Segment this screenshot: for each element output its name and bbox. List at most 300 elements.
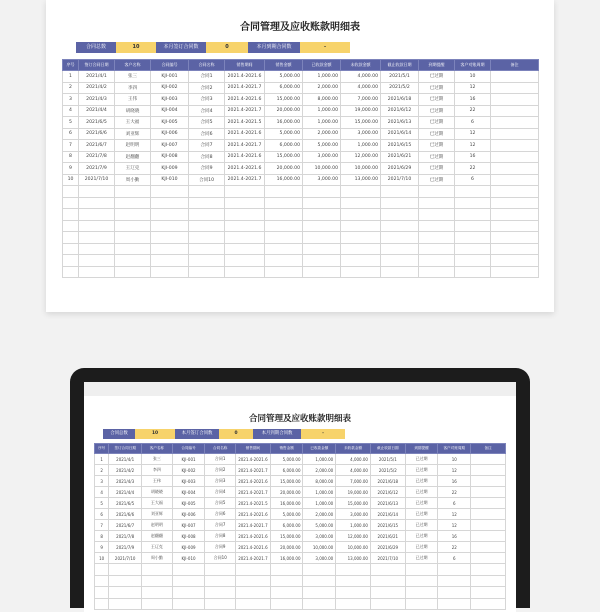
empty-cell[interactable] bbox=[151, 220, 189, 232]
laptop-table-cell[interactable]: 3,000.00 bbox=[303, 531, 336, 542]
empty-cell[interactable] bbox=[265, 243, 303, 255]
empty-cell[interactable] bbox=[303, 197, 341, 209]
empty-cell[interactable] bbox=[303, 255, 341, 267]
laptop-table-cell[interactable]: 12,000.00 bbox=[336, 531, 371, 542]
laptop-table-cell[interactable]: 2021.4-2021.6 bbox=[236, 542, 271, 553]
laptop-table-cell[interactable]: 10,000.00 bbox=[336, 542, 371, 553]
empty-cell[interactable] bbox=[63, 255, 79, 267]
table-cell[interactable] bbox=[491, 140, 539, 152]
laptop-table-cell[interactable]: 5,000.00 bbox=[270, 509, 303, 520]
laptop-table-cell[interactable]: 2021.4-2021.6 bbox=[236, 531, 271, 542]
laptop-column-header[interactable]: 合同编号 bbox=[172, 444, 205, 454]
laptop-empty-cell[interactable] bbox=[303, 575, 336, 587]
empty-cell[interactable] bbox=[419, 266, 455, 278]
table-cell[interactable]: 22 bbox=[455, 105, 491, 117]
laptop-table-cell[interactable]: 2021/6/12 bbox=[370, 487, 405, 498]
empty-cell[interactable] bbox=[189, 266, 225, 278]
empty-cell[interactable] bbox=[115, 266, 151, 278]
table-cell[interactable] bbox=[491, 117, 539, 129]
empty-cell[interactable] bbox=[189, 255, 225, 267]
table-cell[interactable]: 6 bbox=[455, 174, 491, 186]
table-cell[interactable]: 6,000.00 bbox=[265, 82, 303, 94]
table-cell[interactable]: 已过期 bbox=[419, 105, 455, 117]
table-cell[interactable]: 1,000.00 bbox=[341, 140, 381, 152]
laptop-table-cell[interactable]: 2,000.00 bbox=[303, 465, 336, 476]
laptop-empty-cell[interactable] bbox=[95, 575, 109, 587]
laptop-table-cell[interactable]: 6 bbox=[438, 498, 471, 509]
laptop-table-cell[interactable]: 16 bbox=[438, 531, 471, 542]
laptop-table-cell[interactable]: 赵明明 bbox=[142, 520, 173, 531]
laptop-table-cell[interactable]: 合同1 bbox=[205, 454, 236, 465]
laptop-column-header[interactable]: 销售金额 bbox=[270, 444, 303, 454]
table-cell[interactable]: 王辽克 bbox=[115, 163, 151, 175]
laptop-table-cell[interactable]: 6 bbox=[438, 553, 471, 564]
empty-cell[interactable] bbox=[115, 197, 151, 209]
laptop-table-cell[interactable]: 3,000.00 bbox=[303, 553, 336, 564]
table-cell[interactable]: KJI-008 bbox=[151, 151, 189, 163]
empty-cell[interactable] bbox=[381, 186, 419, 198]
laptop-table-cell[interactable]: 6,000.00 bbox=[270, 465, 303, 476]
empty-cell[interactable] bbox=[491, 266, 539, 278]
laptop-table-cell[interactable]: 2021.4-2021.6 bbox=[236, 509, 271, 520]
laptop-table-cell[interactable] bbox=[471, 465, 506, 476]
empty-cell[interactable] bbox=[265, 186, 303, 198]
laptop-table-cell[interactable]: 2021/7/9 bbox=[109, 542, 142, 553]
laptop-table-cell[interactable]: 5,000.00 bbox=[303, 520, 336, 531]
table-cell[interactable]: 2021/5/1 bbox=[381, 71, 419, 83]
laptop-empty-cell[interactable] bbox=[370, 575, 405, 587]
table-cell[interactable]: 7 bbox=[63, 140, 79, 152]
table-cell[interactable]: 已过期 bbox=[419, 140, 455, 152]
laptop-empty-cell[interactable] bbox=[236, 564, 271, 576]
laptop-table-cell[interactable]: 合同6 bbox=[205, 509, 236, 520]
laptop-table-cell[interactable]: 2021/6/15 bbox=[370, 520, 405, 531]
laptop-table-cell[interactable]: KJI-005 bbox=[172, 498, 205, 509]
table-cell[interactable] bbox=[491, 151, 539, 163]
table-cell[interactable]: 20,000.00 bbox=[265, 163, 303, 175]
empty-cell[interactable] bbox=[419, 197, 455, 209]
laptop-table-row[interactable] bbox=[95, 465, 506, 476]
empty-row[interactable] bbox=[63, 232, 539, 244]
empty-cell[interactable] bbox=[341, 243, 381, 255]
laptop-column-header[interactable]: 签订合同日期 bbox=[109, 444, 142, 454]
table-cell[interactable] bbox=[491, 105, 539, 117]
laptop-table-cell[interactable]: 1,000.00 bbox=[336, 520, 371, 531]
table-cell[interactable]: 2,000.00 bbox=[303, 128, 341, 140]
laptop-empty-cell[interactable] bbox=[205, 587, 236, 599]
laptop-table-cell[interactable]: 5 bbox=[95, 498, 109, 509]
laptop-table-cell[interactable]: 合同9 bbox=[205, 542, 236, 553]
empty-cell[interactable] bbox=[151, 243, 189, 255]
laptop-empty-cell[interactable] bbox=[172, 564, 205, 576]
laptop-table-cell[interactable]: 10 bbox=[95, 553, 109, 564]
laptop-empty-cell[interactable] bbox=[405, 564, 438, 576]
laptop-empty-cell[interactable] bbox=[303, 587, 336, 599]
laptop-table-cell[interactable]: KJI-002 bbox=[172, 465, 205, 476]
table-cell[interactable]: 2021/6/7 bbox=[79, 140, 115, 152]
laptop-table-cell[interactable] bbox=[471, 476, 506, 487]
laptop-table-cell[interactable]: 2021.4-2021.6 bbox=[236, 476, 271, 487]
table-cell[interactable]: 2021/6/12 bbox=[381, 105, 419, 117]
laptop-table-cell[interactable]: 周小勤 bbox=[142, 553, 173, 564]
laptop-empty-cell[interactable] bbox=[438, 564, 471, 576]
laptop-table-cell[interactable] bbox=[471, 487, 506, 498]
laptop-column-header[interactable]: 销售期间 bbox=[236, 444, 271, 454]
table-row[interactable] bbox=[63, 82, 539, 94]
empty-row[interactable] bbox=[63, 243, 539, 255]
empty-cell[interactable] bbox=[303, 209, 341, 221]
laptop-table-cell[interactable]: 已过期 bbox=[405, 542, 438, 553]
laptop-table-cell[interactable]: 15,000.00 bbox=[336, 498, 371, 509]
table-cell[interactable]: 2021/6/5 bbox=[79, 117, 115, 129]
laptop-table-cell[interactable]: 2021/4/2 bbox=[109, 465, 142, 476]
summary-value-total[interactable]: 10 bbox=[116, 42, 156, 53]
laptop-table-cell[interactable]: 7 bbox=[95, 520, 109, 531]
table-cell[interactable]: 8 bbox=[63, 151, 79, 163]
empty-cell[interactable] bbox=[189, 186, 225, 198]
table-cell[interactable]: 合同3 bbox=[189, 94, 225, 106]
empty-cell[interactable] bbox=[225, 243, 265, 255]
laptop-empty-row[interactable] bbox=[95, 575, 506, 587]
laptop-empty-row[interactable] bbox=[95, 564, 506, 576]
laptop-table-cell[interactable]: KJI-001 bbox=[172, 454, 205, 465]
laptop-table-cell[interactable]: 8,000.00 bbox=[303, 476, 336, 487]
laptop-empty-cell[interactable] bbox=[270, 587, 303, 599]
laptop-summary-value-total[interactable]: 10 bbox=[135, 429, 175, 439]
table-cell[interactable]: 合同10 bbox=[189, 174, 225, 186]
laptop-empty-cell[interactable] bbox=[95, 564, 109, 576]
laptop-table-cell[interactable]: 合同4 bbox=[205, 487, 236, 498]
table-cell[interactable]: 12 bbox=[455, 140, 491, 152]
laptop-table-cell[interactable]: KJI-006 bbox=[172, 509, 205, 520]
table-cell[interactable]: KJI-005 bbox=[151, 117, 189, 129]
laptop-table-cell[interactable]: 2021/4/1 bbox=[109, 454, 142, 465]
laptop-table-cell[interactable]: KJI-008 bbox=[172, 531, 205, 542]
laptop-table-cell[interactable]: 2,000.00 bbox=[303, 509, 336, 520]
table-cell[interactable]: KJI-006 bbox=[151, 128, 189, 140]
column-header[interactable]: 客户名称 bbox=[115, 60, 151, 71]
laptop-table-cell[interactable]: 合同3 bbox=[205, 476, 236, 487]
laptop-summary-value-expiring[interactable]: - bbox=[301, 429, 345, 439]
laptop-empty-cell[interactable] bbox=[109, 575, 142, 587]
table-cell[interactable]: KJI-002 bbox=[151, 82, 189, 94]
empty-cell[interactable] bbox=[151, 232, 189, 244]
laptop-table-cell[interactable]: 9 bbox=[95, 542, 109, 553]
table-cell[interactable]: 5,000.00 bbox=[265, 71, 303, 83]
empty-row[interactable] bbox=[63, 186, 539, 198]
empty-cell[interactable] bbox=[381, 220, 419, 232]
table-cell[interactable]: 2021/6/13 bbox=[381, 117, 419, 129]
laptop-table-cell[interactable]: 3 bbox=[95, 476, 109, 487]
table-cell[interactable]: 1,000.00 bbox=[303, 105, 341, 117]
empty-cell[interactable] bbox=[265, 266, 303, 278]
empty-cell[interactable] bbox=[63, 266, 79, 278]
empty-cell[interactable] bbox=[79, 186, 115, 198]
laptop-table-row[interactable] bbox=[95, 476, 506, 487]
laptop-table-cell[interactable]: 2021.4-2021.7 bbox=[236, 553, 271, 564]
table-cell[interactable]: 3,000.00 bbox=[303, 151, 341, 163]
laptop-table-cell[interactable]: 已过期 bbox=[405, 520, 438, 531]
table-cell[interactable]: 8,000.00 bbox=[303, 94, 341, 106]
laptop-empty-cell[interactable] bbox=[205, 564, 236, 576]
column-header[interactable]: 合同名称 bbox=[189, 60, 225, 71]
summary-value-signed[interactable]: 0 bbox=[206, 42, 248, 53]
laptop-empty-cell[interactable] bbox=[172, 587, 205, 599]
empty-cell[interactable] bbox=[381, 209, 419, 221]
laptop-table-cell[interactable]: 4 bbox=[95, 487, 109, 498]
laptop-table-cell[interactable]: 合同5 bbox=[205, 498, 236, 509]
laptop-table-cell[interactable]: 2021/6/13 bbox=[370, 498, 405, 509]
laptop-table-cell[interactable]: 2021/7/8 bbox=[109, 531, 142, 542]
table-cell[interactable]: 3,000.00 bbox=[303, 174, 341, 186]
table-cell[interactable]: 16,000.00 bbox=[265, 117, 303, 129]
laptop-empty-cell[interactable] bbox=[438, 575, 471, 587]
column-header[interactable]: 签订合同日期 bbox=[79, 60, 115, 71]
laptop-table-cell[interactable]: 16,000.00 bbox=[270, 498, 303, 509]
laptop-table-cell[interactable]: 2021/6/14 bbox=[370, 509, 405, 520]
laptop-column-header[interactable]: 到期提醒 bbox=[405, 444, 438, 454]
empty-cell[interactable] bbox=[381, 232, 419, 244]
empty-cell[interactable] bbox=[341, 266, 381, 278]
empty-cell[interactable] bbox=[265, 220, 303, 232]
laptop-table-cell[interactable]: 3,000.00 bbox=[336, 509, 371, 520]
table-cell[interactable]: 2 bbox=[63, 82, 79, 94]
laptop-empty-cell[interactable] bbox=[142, 564, 173, 576]
laptop-empty-cell[interactable] bbox=[109, 587, 142, 599]
empty-cell[interactable] bbox=[381, 197, 419, 209]
table-cell[interactable]: 9 bbox=[63, 163, 79, 175]
table-cell[interactable]: KJI-004 bbox=[151, 105, 189, 117]
empty-cell[interactable] bbox=[455, 220, 491, 232]
table-row[interactable] bbox=[63, 105, 539, 117]
laptop-empty-cell[interactable] bbox=[471, 587, 506, 599]
laptop-table-row[interactable] bbox=[95, 531, 506, 542]
empty-cell[interactable] bbox=[303, 232, 341, 244]
laptop-table-cell[interactable]: 合同10 bbox=[205, 553, 236, 564]
table-cell[interactable]: 2021.4-2021.6 bbox=[225, 94, 265, 106]
laptop-empty-cell[interactable] bbox=[109, 564, 142, 576]
empty-cell[interactable] bbox=[63, 209, 79, 221]
table-cell[interactable]: 合同9 bbox=[189, 163, 225, 175]
laptop-table-cell[interactable]: 李四 bbox=[142, 465, 173, 476]
table-cell[interactable]: 已过期 bbox=[419, 163, 455, 175]
empty-cell[interactable] bbox=[189, 220, 225, 232]
laptop-table-cell[interactable]: 22 bbox=[438, 487, 471, 498]
empty-cell[interactable] bbox=[115, 220, 151, 232]
laptop-table-cell[interactable]: 2021/6/5 bbox=[109, 498, 142, 509]
empty-cell[interactable] bbox=[115, 209, 151, 221]
laptop-table-cell[interactable]: 2021/6/7 bbox=[109, 520, 142, 531]
table-cell[interactable]: 2021.4-2021.6 bbox=[225, 128, 265, 140]
laptop-empty-cell[interactable] bbox=[142, 575, 173, 587]
laptop-table-row[interactable] bbox=[95, 498, 506, 509]
table-cell[interactable]: 合同6 bbox=[189, 128, 225, 140]
empty-cell[interactable] bbox=[491, 220, 539, 232]
table-cell[interactable]: 已过期 bbox=[419, 117, 455, 129]
empty-row[interactable] bbox=[63, 197, 539, 209]
column-header[interactable]: 合同编号 bbox=[151, 60, 189, 71]
empty-row[interactable] bbox=[63, 220, 539, 232]
empty-cell[interactable] bbox=[341, 255, 381, 267]
laptop-table-cell[interactable]: 王大福 bbox=[142, 498, 173, 509]
laptop-table-row[interactable] bbox=[95, 553, 506, 564]
table-cell[interactable]: 16,000.00 bbox=[265, 174, 303, 186]
empty-cell[interactable] bbox=[491, 232, 539, 244]
laptop-column-header[interactable]: 备注 bbox=[471, 444, 506, 454]
table-cell[interactable]: 2,000.00 bbox=[303, 82, 341, 94]
table-cell[interactable]: KJI-010 bbox=[151, 174, 189, 186]
empty-cell[interactable] bbox=[381, 255, 419, 267]
laptop-table-cell[interactable]: 2021.4-2021.7 bbox=[236, 465, 271, 476]
column-header[interactable]: 序号 bbox=[63, 60, 79, 71]
empty-cell[interactable] bbox=[341, 209, 381, 221]
table-row[interactable] bbox=[63, 140, 539, 152]
empty-cell[interactable] bbox=[341, 197, 381, 209]
table-cell[interactable]: 合同7 bbox=[189, 140, 225, 152]
empty-cell[interactable] bbox=[79, 220, 115, 232]
table-cell[interactable]: 2021.4-2021.6 bbox=[225, 163, 265, 175]
table-cell[interactable]: 5,000.00 bbox=[303, 140, 341, 152]
laptop-table-cell[interactable]: 胡晓晓 bbox=[142, 487, 173, 498]
laptop-table-cell[interactable]: 10 bbox=[438, 454, 471, 465]
laptop-table-cell[interactable]: 16 bbox=[438, 476, 471, 487]
laptop-table-cell[interactable]: KJI-007 bbox=[172, 520, 205, 531]
table-cell[interactable]: 王伟 bbox=[115, 94, 151, 106]
laptop-table-cell[interactable]: 15,000.00 bbox=[270, 476, 303, 487]
table-cell[interactable] bbox=[491, 82, 539, 94]
table-cell[interactable]: 2021/7/8 bbox=[79, 151, 115, 163]
table-cell[interactable]: 3 bbox=[63, 94, 79, 106]
laptop-table-cell[interactable]: 2021/6/29 bbox=[370, 542, 405, 553]
empty-cell[interactable] bbox=[341, 186, 381, 198]
empty-cell[interactable] bbox=[63, 243, 79, 255]
table-cell[interactable]: 2021.4-2021.7 bbox=[225, 82, 265, 94]
laptop-empty-cell[interactable] bbox=[405, 575, 438, 587]
empty-row[interactable] bbox=[63, 266, 539, 278]
empty-cell[interactable] bbox=[115, 186, 151, 198]
empty-cell[interactable] bbox=[455, 186, 491, 198]
laptop-table-cell[interactable]: KJI-004 bbox=[172, 487, 205, 498]
empty-cell[interactable] bbox=[63, 186, 79, 198]
laptop-table-cell[interactable]: 2021/5/1 bbox=[370, 454, 405, 465]
table-row[interactable] bbox=[63, 128, 539, 140]
column-header[interactable]: 备注 bbox=[491, 60, 539, 71]
empty-cell[interactable] bbox=[303, 186, 341, 198]
laptop-table-cell[interactable]: 2021/7/10 bbox=[109, 553, 142, 564]
laptop-table-cell[interactable] bbox=[471, 520, 506, 531]
table-cell[interactable]: 10,000.00 bbox=[303, 163, 341, 175]
table-cell[interactable] bbox=[491, 94, 539, 106]
empty-cell[interactable] bbox=[419, 209, 455, 221]
laptop-column-header[interactable]: 截止收款日期 bbox=[370, 444, 405, 454]
table-cell[interactable] bbox=[491, 163, 539, 175]
empty-cell[interactable] bbox=[151, 186, 189, 198]
laptop-table-cell[interactable]: 20,000.00 bbox=[270, 487, 303, 498]
laptop-table-cell[interactable]: 1,000.00 bbox=[303, 487, 336, 498]
laptop-empty-cell[interactable] bbox=[236, 575, 271, 587]
table-cell[interactable]: 15,000.00 bbox=[341, 117, 381, 129]
laptop-table-cell[interactable]: 2021/5/2 bbox=[370, 465, 405, 476]
table-cell[interactable]: 2021/4/1 bbox=[79, 71, 115, 83]
laptop-table-cell[interactable]: KJI-003 bbox=[172, 476, 205, 487]
table-cell[interactable]: 合同1 bbox=[189, 71, 225, 83]
table-cell[interactable]: 16 bbox=[455, 151, 491, 163]
laptop-table-cell[interactable]: 2021.4-2021.7 bbox=[236, 520, 271, 531]
table-cell[interactable]: 15,000.00 bbox=[265, 151, 303, 163]
laptop-empty-cell[interactable] bbox=[270, 575, 303, 587]
laptop-table-cell[interactable]: 王辽克 bbox=[142, 542, 173, 553]
table-cell[interactable]: 2021/6/21 bbox=[381, 151, 419, 163]
column-header[interactable]: 截止收款日期 bbox=[381, 60, 419, 71]
table-cell[interactable]: 2021.4-2021.6 bbox=[225, 151, 265, 163]
laptop-empty-cell[interactable] bbox=[471, 564, 506, 576]
table-cell[interactable]: 16 bbox=[455, 94, 491, 106]
table-cell[interactable] bbox=[491, 71, 539, 83]
laptop-table-cell[interactable]: 2021/4/3 bbox=[109, 476, 142, 487]
table-cell[interactable]: 20,000.00 bbox=[265, 105, 303, 117]
table-cell[interactable]: 2021/6/18 bbox=[381, 94, 419, 106]
empty-cell[interactable] bbox=[225, 232, 265, 244]
table-cell[interactable]: 2021/7/10 bbox=[79, 174, 115, 186]
laptop-empty-cell[interactable] bbox=[303, 564, 336, 576]
laptop-empty-cell[interactable] bbox=[205, 575, 236, 587]
table-cell[interactable]: 12 bbox=[455, 128, 491, 140]
laptop-table-cell[interactable]: 5,000.00 bbox=[270, 454, 303, 465]
laptop-summary-value-signed[interactable]: 0 bbox=[219, 429, 253, 439]
empty-cell[interactable] bbox=[79, 255, 115, 267]
empty-cell[interactable] bbox=[63, 220, 79, 232]
laptop-table-cell[interactable]: 2021/7/10 bbox=[370, 553, 405, 564]
table-cell[interactable]: 22 bbox=[455, 163, 491, 175]
empty-cell[interactable] bbox=[455, 255, 491, 267]
table-cell[interactable]: 2021/6/6 bbox=[79, 128, 115, 140]
laptop-table-cell[interactable]: 合同2 bbox=[205, 465, 236, 476]
laptop-empty-cell[interactable] bbox=[438, 587, 471, 599]
laptop-table-cell[interactable] bbox=[471, 509, 506, 520]
laptop-table-cell[interactable]: 2021.4-2021.6 bbox=[236, 454, 271, 465]
laptop-empty-row[interactable] bbox=[95, 587, 506, 599]
table-cell[interactable]: 2021/5/2 bbox=[381, 82, 419, 94]
laptop-table-cell[interactable]: 12 bbox=[438, 465, 471, 476]
table-cell[interactable]: 已过期 bbox=[419, 128, 455, 140]
laptop-table-cell[interactable]: 张三 bbox=[142, 454, 173, 465]
laptop-table-cell[interactable]: 2021/6/21 bbox=[370, 531, 405, 542]
laptop-table-cell[interactable]: 赵翻翻 bbox=[142, 531, 173, 542]
laptop-empty-cell[interactable] bbox=[336, 575, 371, 587]
empty-cell[interactable] bbox=[455, 243, 491, 255]
laptop-table-row[interactable] bbox=[95, 509, 506, 520]
table-cell[interactable]: 王大福 bbox=[115, 117, 151, 129]
empty-cell[interactable] bbox=[265, 255, 303, 267]
laptop-table-row[interactable] bbox=[95, 487, 506, 498]
laptop-table-cell[interactable]: 10,000.00 bbox=[303, 542, 336, 553]
empty-cell[interactable] bbox=[151, 197, 189, 209]
column-header[interactable]: 客户对账周期 bbox=[455, 60, 491, 71]
laptop-empty-cell[interactable] bbox=[142, 587, 173, 599]
empty-cell[interactable] bbox=[189, 232, 225, 244]
laptop-table-cell[interactable]: 已过期 bbox=[405, 487, 438, 498]
empty-cell[interactable] bbox=[79, 266, 115, 278]
table-cell[interactable]: 合同8 bbox=[189, 151, 225, 163]
table-row[interactable] bbox=[63, 94, 539, 106]
table-cell[interactable]: 赵翻翻 bbox=[115, 151, 151, 163]
laptop-table-cell[interactable]: 7,000.00 bbox=[336, 476, 371, 487]
table-cell[interactable]: 2021/6/14 bbox=[381, 128, 419, 140]
table-row[interactable] bbox=[63, 151, 539, 163]
laptop-table-cell[interactable]: 刘亚辉 bbox=[142, 509, 173, 520]
column-header[interactable]: 销售金额 bbox=[265, 60, 303, 71]
empty-cell[interactable] bbox=[491, 197, 539, 209]
